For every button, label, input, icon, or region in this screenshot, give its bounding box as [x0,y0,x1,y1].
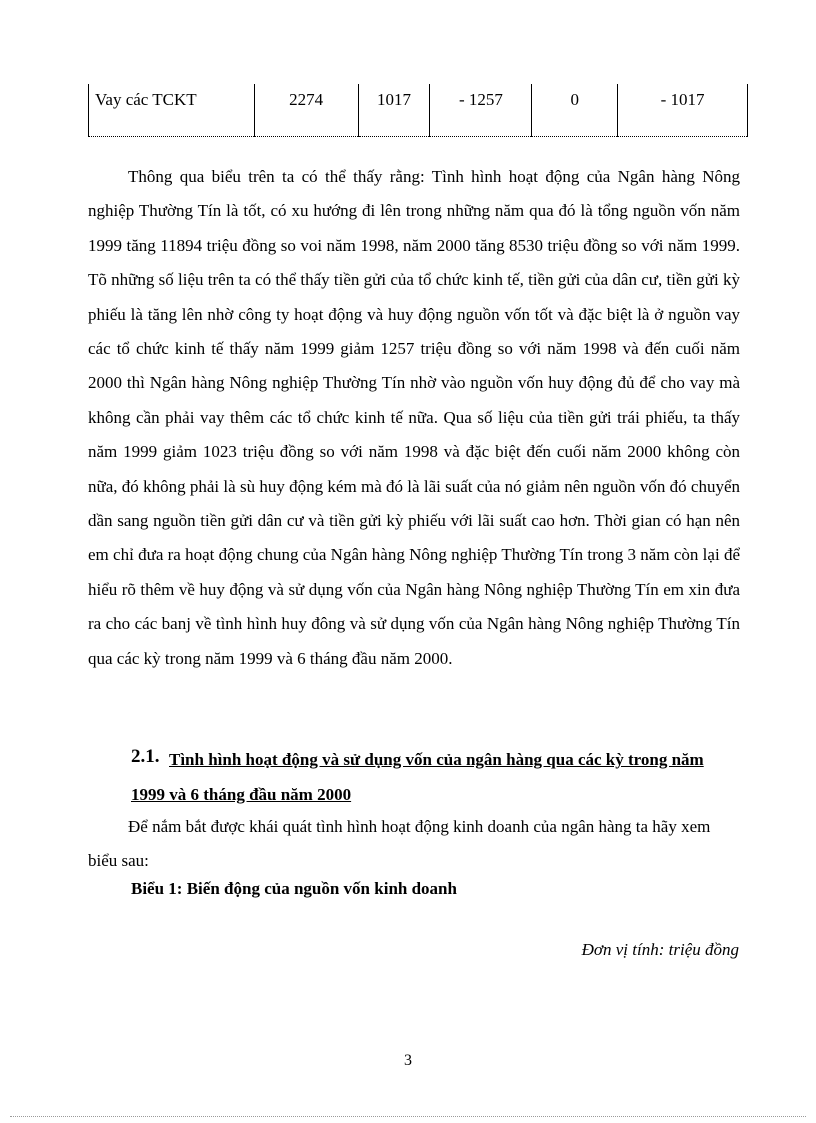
capital-table-fragment [88,84,748,137]
body-paragraph: Thông qua biểu trên ta có thể thấy rằng: Tình hình hoạt động của Ngân hàng Nông nghiệp Thường Tín là tốt, có xu hướng đi lên trong những năm qua đó là tổng nguồn vốn năm 1999 tăng 11894 triệu đồng so voi năm 1998, năm 2000 tăng 8530 triệu đồng so với năm 1999. Tõ những số liệu trên ta có thể thấy tiền gửi của tổ chức kinh tế, tiền gửi của dân cư, tiền gửi kỳ phiếu là tăng lên nhờ công ty hoạt động và huy động nguồn vốn tốt và đặc biệt là ở nguồn vay các tổ chức kinh tế thấy năm 1999 giảm 1257 triệu đồng so với năm 1998 và đến cuối năm 2000 thì Ngân hàng Nông nghiệp Thường Tín nhờ vào nguồn vốn huy động đủ để cho vay mà không cần phải vay thêm các tổ chức kinh tế nữa. Qua số liệu của tiền gửi trái phiếu, ta thấy năm 1999 giảm 1023 triệu đồng so với năm 1998 và đặc biệt đến cuối năm 2000 không còn nữa, đó không phải là sù huy động kém mà đó là lãi suất của nó giảm nên nguồn vốn đó chuyển dần sang nguồn tiền gửi dân cư và tiền gửi kỳ phiếu với lãi suất cao hơn. Thời gian có hạn nên em chỉ đưa ra hoạt động chung của Ngân hàng Nông nghiệp Thường Tín trong 3 năm còn lại để hiểu rõ thêm về huy động và sử dụng vốn của Ngân hàng Nông nghiệp Thường Tín em xin đưa ra cho các banj về tình hình huy đông và sử dụng vốn của Ngân hàng Nông nghiệp Thường Tín qua các kỳ trong năm 1999 và 6 tháng đầu năm 2000. [88,167,740,668]
chart-caption: Biểu 1: Biến động của nguồn vốn kinh doanh [131,879,457,898]
table-row [89,84,748,137]
row-label: Vay các TCKT [89,84,255,137]
table-cell: 1017 [358,84,430,137]
table-cell: 2274 [254,84,358,137]
intro-paragraph: Để nắm bắt được khái quát tình hình hoạt động kinh doanh của ngân hàng ta hãy xem biểu sau: [88,817,711,870]
section-number: 2.1. [131,746,160,767]
page-number: 3 [404,1052,412,1069]
page-bottom-divider [10,1116,806,1117]
table-cell: - 1017 [618,84,748,137]
table-cell: - 1257 [430,84,532,137]
section-heading: Tình hình hoạt động và sử dụng vốn của ngân hàng qua các kỳ trong năm 1999 và 6 tháng đầu năm 2000 [131,750,704,804]
table-cell: 0 [532,84,618,137]
unit-note: Đơn vị tính: triệu đồng [581,940,739,959]
